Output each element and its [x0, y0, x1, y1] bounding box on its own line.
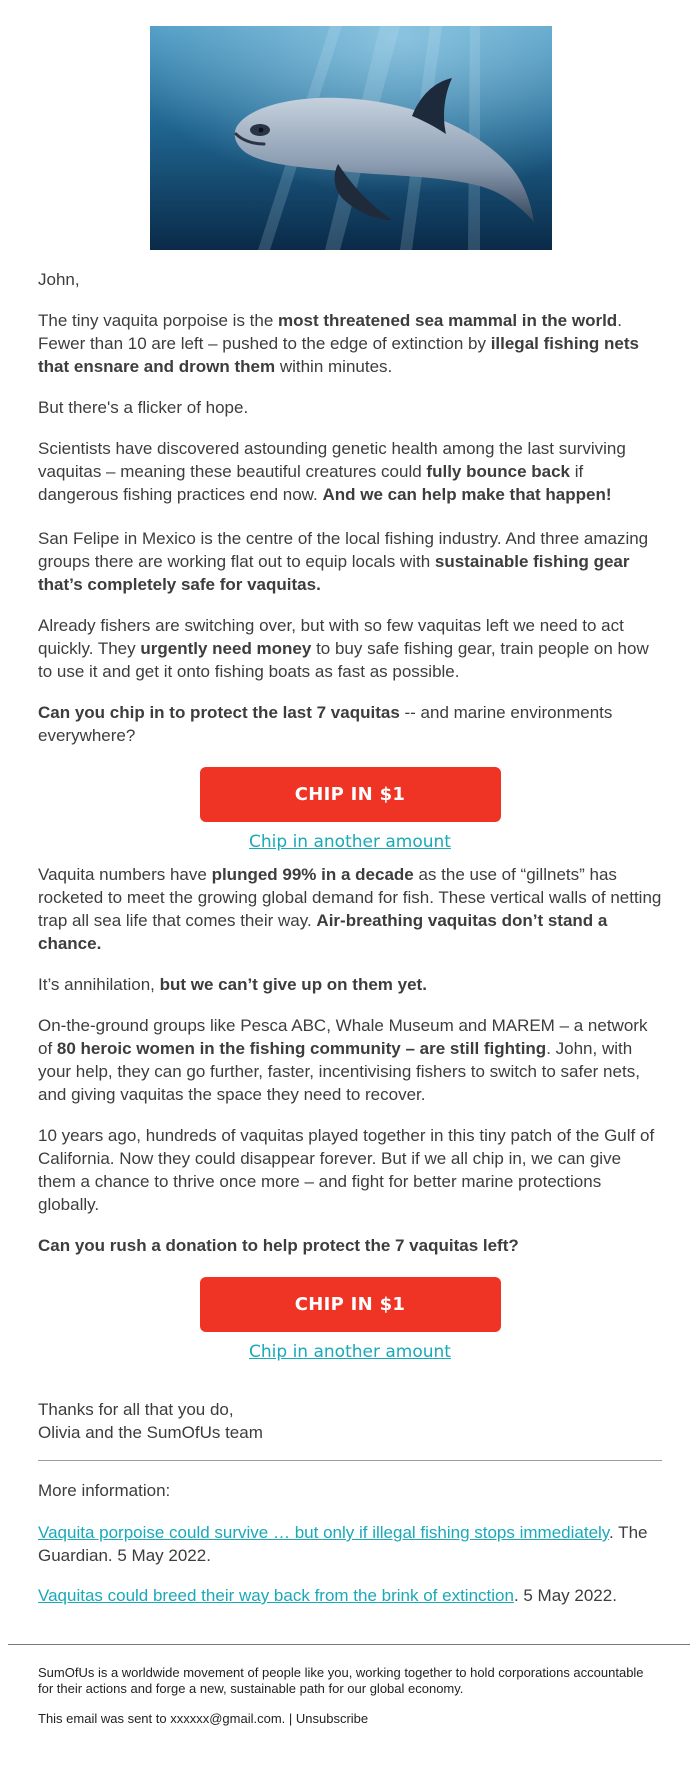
greeting: John, [38, 270, 80, 289]
paragraph-history: 10 years ago, hundreds of vaquitas played together in this tiny patch of the Gulf of California. Now they could disappear forever. But if we all chip in, we can give them a chance to thrive once more – and fight for better marine protections globally. [38, 1126, 655, 1214]
paragraph-san-felipe: San Felipe in Mexico is the centre of the local fishing industry. And three amazing groups there are working flat out to equip locals with sustainable fishing gear that’s completely safe for vaquitas. [38, 529, 649, 594]
cta-block-2 [38, 1277, 662, 1362]
more-info-heading: More information: [38, 1481, 171, 1500]
footer-about: SumOfUs is a worldwide movement of people like you, working together to hold corporations accountable for their actions and forge a new, sustainable path for our global economy. [38, 1665, 644, 1696]
signoff-thanks: Thanks for all that you do, [38, 1400, 234, 1419]
chip-in-button-2[interactable]: CHIP IN $1 [200, 1277, 501, 1332]
reference-2-link[interactable]: Vaquitas could breed their way back from the brink of extinction [38, 1586, 514, 1605]
divider [38, 1460, 662, 1461]
cta-block-1 [38, 767, 662, 852]
paragraph-ask-1: Can you chip in to protect the last 7 vaquitas -- and marine environments everywhere? [38, 703, 613, 745]
chip-in-another-amount-link-2[interactable]: Chip in another amount [249, 1342, 451, 1362]
paragraph-genetics: Scientists have discovered astounding genetic health among the last surviving vaquitas – meaning these beautiful creatures could fully bounce back if dangerous fishing practices end now. And we can help make that happen! [38, 439, 626, 504]
signoff [38, 1398, 662, 1444]
chip-in-another-amount-link-1[interactable]: Chip in another amount [249, 832, 451, 852]
unsubscribe-link[interactable]: Unsubscribe [295, 1711, 369, 1726]
hero-image [150, 26, 552, 250]
footer [0, 1665, 700, 1727]
reference-2: Vaquitas could breed their way back from the brink of extinction. 5 May 2022. [38, 1586, 617, 1605]
footer-sent-to: This email was sent to xxxxxx@gmail.com. | Unsubscribe [38, 1711, 369, 1726]
paragraph-gillnets: Vaquita numbers have plunged 99% in a decade as the use of “gillnets” has rocketed to meet the growing global demand for fish. These vertical walls of netting trap all sea life that comes their way. Air-breathing vaquitas don’t stand a chance. [38, 865, 662, 953]
paragraph-urgent: Already fishers are switching over, but with so few vaquitas left we need to act quickly. They urgently need money to buy safe fishing gear, train people on how to use it and get it onto fishing boats as fast as possible. [38, 616, 649, 681]
footer-divider [8, 1644, 690, 1645]
reference-1-link[interactable]: Vaquita porpoise could survive … but only if illegal fishing stops immediately [38, 1523, 610, 1542]
paragraph-hope: But there's a flicker of hope. [38, 398, 249, 417]
reference-1: Vaquita porpoise could survive … but only if illegal fishing stops immediately. The Guardian. 5 May 2022. [38, 1523, 648, 1565]
paragraph-groups: On-the-ground groups like Pesca ABC, Whale Museum and MAREM – a network of 80 heroic women in the fishing community – are still fighting. John, with your help, they can go further, faster, incentivising fishers to switch to safer nets, and giving vaquitas the space they need to recover. [38, 1016, 648, 1104]
paragraph-intro: The tiny vaquita porpoise is the most threatened sea mammal in the world. Fewer than 10 are left – pushed to the edge of extinction by illegal fishing nets that ensnare and drown them within minutes. [38, 311, 639, 376]
paragraph-annihilation: It’s annihilation, but we can’t give up on them yet. [38, 975, 427, 994]
signoff-signature: Olivia and the SumOfUs team [38, 1423, 263, 1442]
vaquita-photo [150, 26, 552, 250]
chip-in-button-1[interactable]: CHIP IN $1 [200, 767, 501, 822]
paragraph-ask-2: Can you rush a donation to help protect the 7 vaquitas left? [38, 1236, 519, 1255]
